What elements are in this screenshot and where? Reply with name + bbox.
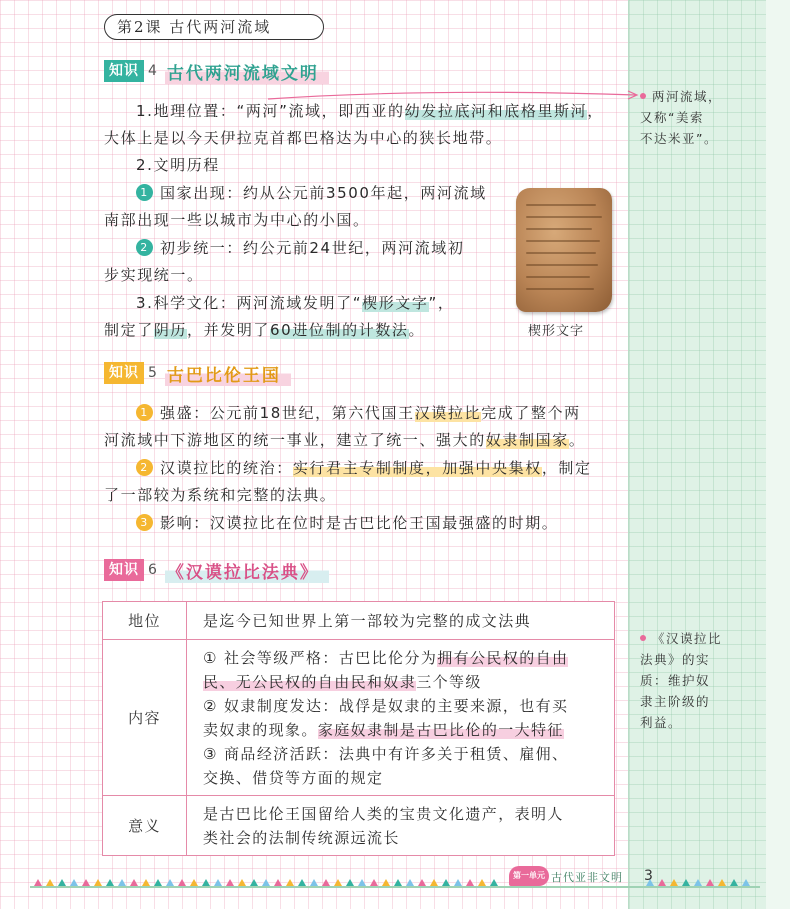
decorative-triangle bbox=[262, 879, 270, 886]
table-cell: 是迄今已知世界上第一部较为完整的成文法典 bbox=[187, 602, 615, 640]
knowledge-title: 古代两河流域文明 bbox=[165, 59, 329, 84]
highlight: 家庭奴隶制是古巴比伦的一大特征 bbox=[317, 720, 564, 739]
decorative-triangle bbox=[34, 879, 42, 886]
decorative-triangle bbox=[106, 879, 114, 886]
decorative-triangle bbox=[202, 879, 210, 886]
cuneiform-tablet-image bbox=[516, 188, 612, 312]
table-cell bbox=[187, 640, 615, 796]
text: ”， bbox=[428, 294, 455, 312]
text: 完成了整个两 bbox=[481, 404, 581, 422]
decorative-triangle bbox=[298, 879, 306, 886]
decorative-triangle bbox=[346, 879, 354, 886]
note-line: 两河流域， bbox=[652, 89, 723, 104]
decorative-triangle bbox=[490, 879, 498, 886]
highlight: 奴隶制国家 bbox=[485, 431, 569, 449]
unit-badge: 第一单元 bbox=[509, 866, 549, 886]
highlight: 民、无公民权的自由民和奴隶 bbox=[203, 672, 417, 691]
note-line: 法典》的实 bbox=[640, 652, 711, 667]
text: ① 社会等级严格：古巴比伦分为 bbox=[203, 648, 438, 667]
decorative-triangle bbox=[742, 879, 750, 886]
decorative-triangle bbox=[118, 879, 126, 886]
highlight: 汉谟拉比 bbox=[414, 404, 482, 422]
decorative-triangle bbox=[190, 879, 198, 886]
knowledge-point-4-header bbox=[104, 60, 329, 82]
note-line: 隶主阶级的 bbox=[640, 694, 711, 709]
decorative-triangle bbox=[466, 879, 474, 886]
decorative-triangle bbox=[322, 879, 330, 886]
decorative-triangle bbox=[478, 879, 486, 886]
highlight: 60进位制的计数法 bbox=[270, 321, 409, 339]
decorative-triangle bbox=[142, 879, 150, 886]
row-header: 地位 bbox=[103, 602, 187, 640]
decorative-triangle bbox=[310, 879, 318, 886]
text: 汉谟拉比的统治： bbox=[160, 459, 293, 477]
decorative-triangle bbox=[694, 879, 702, 886]
paragraph: 南部出现一些以城市为中心的小国。 bbox=[104, 211, 370, 229]
decorative-triangle bbox=[358, 879, 366, 886]
text: 3.科学文化：两河流域发明了“ bbox=[136, 294, 363, 312]
decorative-triangle bbox=[238, 879, 246, 886]
bullet-dot-icon bbox=[640, 635, 646, 641]
decorative-triangle bbox=[706, 879, 714, 886]
text: 。 bbox=[568, 431, 586, 449]
note-line: 不达米亚”。 bbox=[640, 131, 718, 146]
decorative-triangle bbox=[130, 879, 138, 886]
knowledge-point-5-header bbox=[104, 362, 291, 384]
decorative-triangle bbox=[382, 879, 390, 886]
text: ，制定 bbox=[541, 459, 592, 477]
text: 1.地理位置：“两河”流域，即西亚的 bbox=[136, 102, 405, 120]
decorative-triangle bbox=[286, 879, 294, 886]
text: 强盛：公元前18世纪，第六代国王 bbox=[160, 404, 415, 422]
text: ，并发明了 bbox=[187, 321, 271, 339]
decorative-triangle bbox=[274, 879, 282, 886]
knowledge-tag: 知识 bbox=[104, 60, 144, 82]
decorative-triangle bbox=[178, 879, 186, 886]
paragraph bbox=[104, 317, 425, 344]
decorative-triangle bbox=[226, 879, 234, 886]
text: 河流域中下游地区的统一事业，建立了统一、强大的 bbox=[104, 431, 486, 449]
decorative-triangle bbox=[442, 879, 450, 886]
text: 初步统一：约公元前24世纪，两河流域初 bbox=[160, 239, 465, 257]
number-badge: 3 bbox=[136, 514, 153, 531]
text: ③ 商品经济活跃：法典中有许多关于租赁、雇佣、 bbox=[203, 744, 569, 763]
decorative-triangle bbox=[670, 879, 678, 886]
decorative-triangle bbox=[94, 879, 102, 886]
bullet-dot-icon bbox=[640, 93, 646, 99]
decorative-triangle bbox=[682, 879, 690, 886]
paragraph bbox=[136, 455, 592, 482]
paragraph bbox=[136, 400, 581, 427]
unit-title: 古代亚非文明 bbox=[551, 871, 623, 884]
table-row bbox=[103, 796, 615, 856]
decorative-triangle bbox=[214, 879, 222, 886]
decorative-triangle bbox=[418, 879, 426, 886]
code-of-hammurabi-table bbox=[102, 601, 615, 856]
text: 交换、借贷等方面的规定 bbox=[203, 768, 384, 787]
paragraph: 了一部较为系统和完整的法典。 bbox=[104, 486, 337, 504]
note-line: 利益。 bbox=[640, 715, 683, 730]
decorative-triangle bbox=[58, 879, 66, 886]
footer-line bbox=[30, 886, 760, 888]
knowledge-tag: 知识 bbox=[104, 362, 144, 384]
paragraph bbox=[104, 427, 585, 454]
knowledge-number: 5 bbox=[148, 365, 157, 381]
paragraph: 2.文明历程 bbox=[136, 156, 220, 174]
knowledge-number: 6 bbox=[148, 562, 157, 578]
text: 是古巴比伦王国留给人类的宝贵文化遗产，表明人 bbox=[203, 804, 564, 823]
decorative-triangle bbox=[730, 879, 738, 886]
row-header: 意义 bbox=[103, 796, 187, 856]
paragraph: 步实现统一。 bbox=[104, 266, 204, 284]
text: 国家出现：约从公元前3500年起，两河流域 bbox=[160, 184, 487, 202]
decorative-triangle bbox=[70, 879, 78, 886]
number-badge: 2 bbox=[136, 459, 153, 476]
highlight: 实行君主专制制度，加强中央集权 bbox=[292, 459, 542, 477]
decorative-triangle bbox=[718, 879, 726, 886]
decorative-triangle bbox=[334, 879, 342, 886]
side-note-2 bbox=[640, 628, 758, 733]
paragraph bbox=[136, 235, 465, 262]
highlight: 拥有公民权的自由 bbox=[437, 648, 569, 667]
number-badge: 2 bbox=[136, 239, 153, 256]
paragraph bbox=[136, 98, 626, 125]
table-cell bbox=[187, 796, 615, 856]
decorative-triangle bbox=[46, 879, 54, 886]
lesson-title: 第2课 古代两河流域 bbox=[104, 14, 324, 40]
knowledge-point-6-header bbox=[104, 559, 329, 581]
row-header: 内容 bbox=[103, 640, 187, 796]
page-number: 3 bbox=[644, 868, 653, 884]
image-caption: 楔形文字 bbox=[528, 324, 585, 339]
knowledge-title: 《汉谟拉比法典》 bbox=[165, 558, 329, 583]
note-line: 又称“美索 bbox=[640, 110, 704, 125]
decorative-triangle bbox=[166, 879, 174, 886]
text: 卖奴隶的现象。 bbox=[203, 720, 318, 739]
text: ② 奴隶制度发达：战俘是奴隶的主要来源，也有买 bbox=[203, 696, 569, 715]
decorative-triangle bbox=[454, 879, 462, 886]
decorative-triangle bbox=[154, 879, 162, 886]
number-badge: 1 bbox=[136, 404, 153, 421]
knowledge-number: 4 bbox=[148, 63, 157, 79]
text: 三个等级 bbox=[416, 672, 482, 691]
side-note-1 bbox=[640, 86, 758, 149]
text: 影响：汉谟拉比在位时是古巴比伦王国最强盛的时期。 bbox=[160, 514, 559, 532]
decorative-triangle bbox=[406, 879, 414, 886]
paragraph: 大体上是以今天伊拉克首都巴格达为中心的狭长地带。 bbox=[104, 129, 503, 147]
decorative-triangle bbox=[430, 879, 438, 886]
highlight: 阴历 bbox=[153, 321, 188, 339]
table-row bbox=[103, 640, 615, 796]
paragraph bbox=[136, 180, 487, 207]
knowledge-title: 古巴比伦王国 bbox=[165, 361, 291, 386]
text: ， bbox=[587, 102, 604, 120]
decorative-triangle bbox=[250, 879, 258, 886]
decorative-triangle bbox=[370, 879, 378, 886]
decorative-triangle bbox=[394, 879, 402, 886]
paragraph bbox=[136, 290, 454, 317]
knowledge-tag: 知识 bbox=[104, 559, 144, 581]
table-row bbox=[103, 602, 615, 640]
page-edge bbox=[766, 0, 790, 909]
highlight: 楔形文字 bbox=[362, 294, 429, 312]
number-badge: 1 bbox=[136, 184, 153, 201]
decorative-triangle bbox=[82, 879, 90, 886]
note-line: 质：维护奴 bbox=[640, 673, 711, 688]
decorative-triangle bbox=[658, 879, 666, 886]
text: 类社会的法制传统源远流长 bbox=[203, 828, 400, 847]
text: 制定了 bbox=[104, 321, 154, 339]
highlight: 幼发拉底河和底格里斯河 bbox=[404, 102, 588, 120]
note-line: 《汉谟拉比 bbox=[652, 631, 723, 646]
paragraph bbox=[136, 510, 558, 537]
text: 。 bbox=[408, 321, 426, 339]
